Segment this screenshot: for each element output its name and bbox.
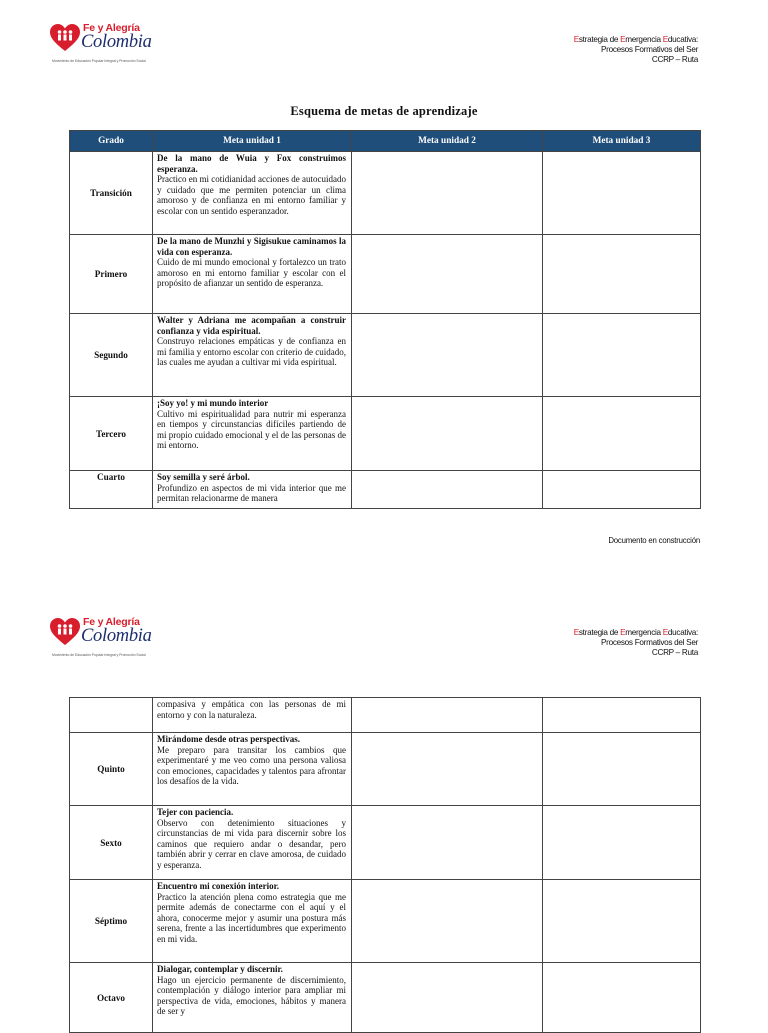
goal-title: Encuentro mi conexión interior. <box>157 881 279 891</box>
logo-tagline: Movimiento de Educación Popular Integral y Promoción Social <box>52 59 146 63</box>
table-row <box>70 314 701 397</box>
goal-cell <box>153 806 352 880</box>
goal-cell <box>153 880 352 963</box>
goal-text: Profundizo en aspectos de mi vida interior que me permitan relacionarme de manera <box>157 482 346 504</box>
empty-cell <box>543 880 701 963</box>
logo-text-colombia: Colombia <box>81 32 152 52</box>
empty-cell <box>543 152 701 235</box>
empty-cell <box>352 963 543 1033</box>
column-header-grado: Grado <box>70 131 153 152</box>
goal-cell <box>153 314 352 397</box>
fe-y-alegria-logo <box>50 22 152 68</box>
empty-cell <box>352 733 543 806</box>
empty-cell <box>352 698 543 733</box>
goal-title: ¡Soy yo! y mi mundo interior <box>157 398 269 408</box>
heart-people-icon <box>50 618 80 646</box>
goal-title: Mirándome desde otras perspectivas. <box>157 734 300 744</box>
goal-cell <box>153 963 352 1033</box>
grade-cell: Tercero <box>70 397 153 471</box>
header-line-3: CCRP – Ruta <box>651 648 698 658</box>
goal-text: Cultivo mi espiritualidad para nutrir mi esperanza en tiempos y circunstancias difíciles partiendo de mi propio cuidado emocional y el de las personas de mi entorno. <box>157 408 346 451</box>
goals-table-page-2 <box>69 697 701 1033</box>
empty-cell <box>352 880 543 963</box>
goal-title: Tejer con paciencia. <box>157 807 234 817</box>
page-title: Esquema de metas de aprendizaje <box>290 104 478 118</box>
goal-cell <box>153 698 352 733</box>
grade-cell: Primero <box>70 235 153 314</box>
goal-text: Practico en mi cotidianidad acciones de autocuidado y cuidado que me permiten potenciar un clima amoroso y de confianza en mi entorno familiar y escolar con un sentido esperanzador. <box>157 174 346 216</box>
goal-cell <box>153 235 352 314</box>
empty-cell <box>352 397 543 471</box>
table-row <box>70 471 701 509</box>
grade-cell: Segundo <box>70 314 153 397</box>
goal-text: Hago un ejercicio permanente de discernimiento, contemplación y diálogo interior para ampliar mi perspectiva de vida, emociones, hábitos y manera de ser y <box>157 974 346 1017</box>
header-line-3: CCRP – Ruta <box>651 55 698 65</box>
table-row <box>70 152 701 235</box>
document-header <box>478 35 698 66</box>
grade-cell: Cuarto <box>70 471 153 509</box>
fe-y-alegria-logo <box>50 616 152 662</box>
goal-title: Walter y Adriana me acompañan a construir confianza y vida espiritual. <box>157 315 346 336</box>
header-line-1: Estrategia de Emergencia Educativa: <box>573 628 698 637</box>
table-row <box>70 806 701 880</box>
goal-text: Cuido de mi mundo emocional y fortalezco un trato amoroso en mi entorno familiar y escolar con el propósito de afianzar un sentido de esperanza. <box>157 257 346 289</box>
column-header-meta-2: Meta unidad 2 <box>352 131 543 152</box>
heart-people-icon <box>50 24 80 52</box>
goal-title: De la mano de Wuia y Fox construimos esperanza. <box>157 153 346 174</box>
grade-cell: Sexto <box>70 806 153 880</box>
goal-title: Soy semilla y seré árbol. <box>157 472 250 482</box>
goal-text: Observo con detenimiento situaciones y circunstancias de mi vida para discernir sobre los caminos que requiero andar o desandar, pero también abrir y cerrar en clave amorosa, de cuidado y esperanza. <box>157 817 346 870</box>
column-header-meta-3: Meta unidad 3 <box>543 131 701 152</box>
table-header-row <box>70 131 701 152</box>
empty-cell <box>543 397 701 471</box>
goal-cell <box>153 733 352 806</box>
goal-title: Dialogar, contemplar y discernir. <box>157 964 283 974</box>
goal-text: Practico la atención plena como estrategia que me permite además de conectarme con el aquí y el ahora, conocerme mejor y asumir una postura más serena, frente a las incertidumbres que experimento en mi vida. <box>157 891 346 944</box>
empty-cell <box>543 733 701 806</box>
goal-text: compasiva y empática con las personas de mi entorno y con la naturaleza. <box>157 699 346 720</box>
empty-cell <box>543 806 701 880</box>
empty-cell <box>352 806 543 880</box>
logo-tagline: Movimiento de Educación Popular Integral y Promoción Social <box>52 653 146 657</box>
document-header <box>478 628 698 659</box>
empty-cell <box>352 152 543 235</box>
empty-cell <box>352 471 543 509</box>
empty-cell <box>352 235 543 314</box>
table-row <box>70 733 701 806</box>
grade-cell: Octavo <box>70 963 153 1033</box>
logo-text-fe-y-alegria: Fe y Alegría <box>83 616 140 628</box>
table-row <box>70 235 701 314</box>
goal-cell <box>153 152 352 235</box>
header-line-2: Procesos Formativos del Ser <box>600 638 698 648</box>
table-row <box>70 397 701 471</box>
empty-cell <box>543 698 701 733</box>
grade-cell: Quinto <box>70 733 153 806</box>
empty-cell <box>352 314 543 397</box>
grade-cell <box>70 698 153 733</box>
grade-cell: Transición <box>70 152 153 235</box>
goal-cell <box>153 471 352 509</box>
grade-cell: Séptimo <box>70 880 153 963</box>
empty-cell <box>543 963 701 1033</box>
header-line-1: Estrategia de Emergencia Educativa: <box>573 35 698 44</box>
header-line-2: Procesos Formativos del Ser <box>600 45 698 55</box>
empty-cell <box>543 235 701 314</box>
column-header-meta-1: Meta unidad 1 <box>153 131 352 152</box>
table-row <box>70 963 701 1033</box>
goal-cell <box>153 397 352 471</box>
goal-title: De la mano de Munzhi y Sigisukue caminamos la vida con esperanza. <box>157 236 346 257</box>
goals-table-page-1 <box>69 130 701 509</box>
goal-text: Me preparo para transitar los cambios que experimentaré y me veo como una persona valiosa con emociones, capacidades y talentos para afrontar los desafíos de la vida. <box>157 744 346 787</box>
footer-note: Documento en construcción <box>608 536 700 545</box>
table-row <box>70 698 701 733</box>
logo-text-colombia: Colombia <box>81 626 152 646</box>
goal-text: Construyo relaciones empáticas y de confianza en mi familia y entorno escolar con criterio de cuidado, las cuales me ayudan a cultivar mi vida espiritual. <box>157 336 346 368</box>
empty-cell <box>543 314 701 397</box>
logo-text-fe-y-alegria: Fe y Alegría <box>83 22 140 34</box>
table-row <box>70 880 701 963</box>
empty-cell <box>543 471 701 509</box>
